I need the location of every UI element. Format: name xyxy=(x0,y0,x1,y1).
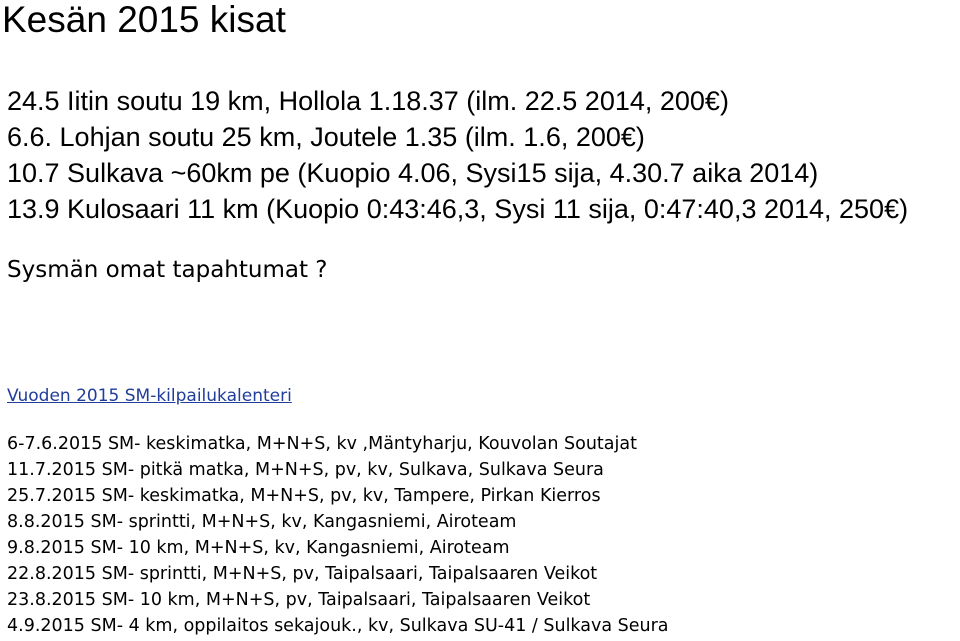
sm-calendar-list xyxy=(7,431,669,639)
page-title: Kesän 2015 kisat xyxy=(2,0,286,40)
calendar-item: 6-7.6.2015 SM- keskimatka, M+N+S, kv ,Mäntyharju, Kouvolan Soutajat xyxy=(7,434,637,454)
local-events-question: Sysmän omat tapahtumat ? xyxy=(7,257,328,283)
calendar-item: 4.9.2015 SM- 4 km, oppilaitos sekajouk., kv, Sulkava SU-41 / Sulkava Seura xyxy=(7,616,669,636)
calendar-item: 8.8.2015 SM- sprintti, M+N+S, kv, Kangasniemi, Airoteam xyxy=(7,512,517,532)
calendar-item: 23.8.2015 SM- 10 km, M+N+S, pv, Taipalsaari, Taipalsaaren Veikot xyxy=(7,590,591,610)
race-item-iitti: 24.5 Iitin soutu 19 km, Hollola 1.18.37 (ilm. 22.5 2014, 200€) xyxy=(7,86,729,116)
sm-calendar-link[interactable]: Vuoden 2015 SM-kilpailukalenteri xyxy=(7,386,292,406)
calendar-item: 11.7.2015 SM- pitkä matka, M+N+S, pv, kv, Sulkava, Sulkava Seura xyxy=(7,460,604,480)
race-item-sulkava: 10.7 Sulkava ~60km pe (Kuopio 4.06, Sysi15 sija, 4.30.7 aika 2014) xyxy=(7,158,819,188)
race-item-lohja: 6.6. Lohjan soutu 25 km, Joutele 1.35 (ilm. 1.6, 200€) xyxy=(7,122,645,152)
race-list xyxy=(7,83,908,227)
race-item-kulosaari: 13.9 Kulosaari 11 km (Kuopio 0:43:46,3, Sysi 11 sija, 0:47:40,3 2014, 250€) xyxy=(7,194,909,224)
calendar-item: 22.8.2015 SM- sprintti, M+N+S, pv, Taipalsaari, Taipalsaaren Veikot xyxy=(7,564,598,584)
calendar-item: 9.8.2015 SM- 10 km, M+N+S, kv, Kangasniemi, Airoteam xyxy=(7,538,510,558)
calendar-item: 25.7.2015 SM- keskimatka, M+N+S, pv, kv, Tampere, Pirkan Kierros xyxy=(7,486,601,506)
